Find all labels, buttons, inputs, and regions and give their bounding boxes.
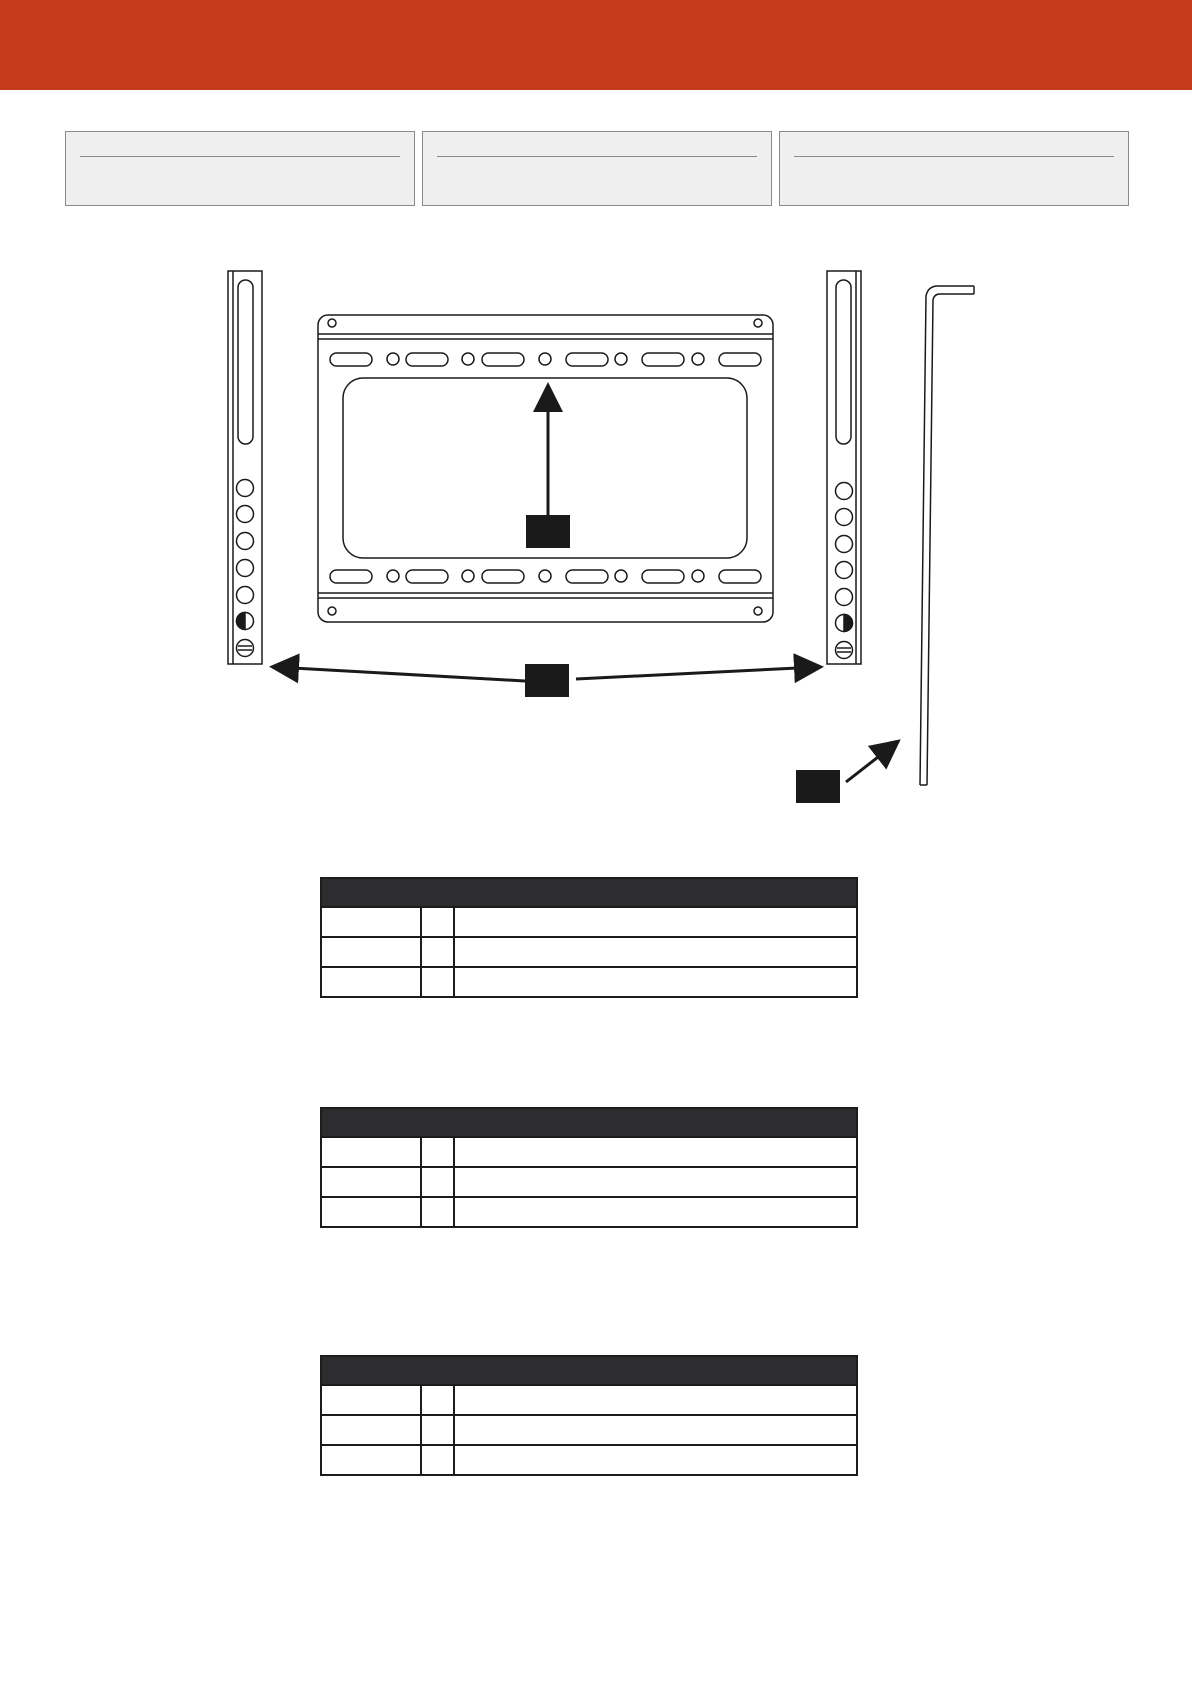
table-row	[321, 967, 857, 997]
table-cell	[421, 1385, 454, 1415]
table-cell	[454, 907, 857, 937]
table-cell	[454, 1197, 857, 1227]
table-cell	[454, 937, 857, 967]
table-cell	[454, 1167, 857, 1197]
table-header	[321, 1108, 857, 1137]
right-vertical-bracket	[827, 271, 861, 664]
table-cell	[321, 1167, 421, 1197]
info-box-2	[422, 131, 772, 206]
table-cell	[421, 1167, 454, 1197]
info-box-rule	[437, 156, 757, 157]
table-row	[321, 937, 857, 967]
table-row	[321, 1415, 857, 1445]
table-cell	[421, 1445, 454, 1475]
info-box-rule	[80, 156, 400, 157]
table-row	[321, 1137, 857, 1167]
table-cell	[321, 1445, 421, 1475]
table-cell	[421, 1137, 454, 1167]
info-box-rule	[794, 156, 1114, 157]
table-cell	[454, 1385, 857, 1415]
table-row	[321, 1197, 857, 1227]
left-vertical-bracket	[228, 271, 262, 664]
wall-plate	[318, 315, 773, 622]
table-cell	[321, 1197, 421, 1227]
table-row	[321, 1445, 857, 1475]
info-box-1	[65, 131, 415, 206]
table-cell	[454, 1415, 857, 1445]
table-cell	[321, 937, 421, 967]
allen-key	[920, 286, 974, 785]
table-row	[321, 1385, 857, 1415]
table-cell	[421, 1197, 454, 1227]
callout-marker-b	[525, 664, 569, 697]
table-cell	[421, 967, 454, 997]
table-header	[321, 878, 857, 907]
header-bar	[0, 0, 1192, 90]
table-cell	[421, 907, 454, 937]
table-cell	[321, 1385, 421, 1415]
table-cell	[321, 907, 421, 937]
table-header	[321, 1356, 857, 1385]
info-box-3	[779, 131, 1129, 206]
table-cell	[454, 1445, 857, 1475]
table-cell	[321, 1137, 421, 1167]
parts-diagram	[0, 250, 1192, 810]
table-cell	[454, 1137, 857, 1167]
table-cell	[421, 937, 454, 967]
table-cell	[421, 1415, 454, 1445]
table-row	[321, 907, 857, 937]
parts-table-2	[320, 1107, 858, 1228]
callout-marker-c	[796, 770, 840, 803]
parts-table-1	[320, 877, 858, 998]
table-cell	[321, 967, 421, 997]
parts-table-3	[320, 1355, 858, 1476]
table-cell	[454, 967, 857, 997]
callout-marker-a	[526, 515, 570, 548]
table-row	[321, 1167, 857, 1197]
table-cell	[321, 1415, 421, 1445]
